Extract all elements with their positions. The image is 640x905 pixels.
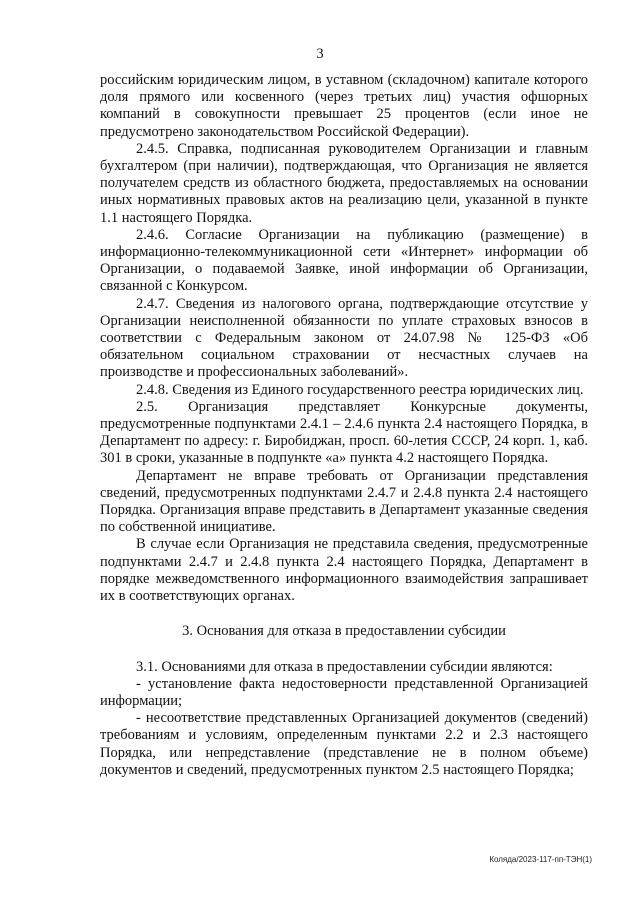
paragraph-continuation: российским юридическим лицом, в уставном (складочном) капитале которого доля прямого или косвенного (через третьих лиц) участия офшорных компаний в совокупности превышает 25 процентов (если иное не предусмотрено законодательством Российской Федерации). (100, 72, 588, 140)
paragraph-2-5: 2.5. Организация представляет Конкурсные документы, предусмотренные подпунктами 2.4.1 – 2.4.6 пункта 2.4 настоящего Порядка, в Департамент по адресу: г. Биробиджан, просп. 60-летия СССР, 24 корп. 1, каб. 301 в сроки, указанные в подпункте «а» пункта 4.2 настоящего Порядка. (100, 398, 588, 467)
paragraph-3-1: 3.1. Основаниями для отказа в предоставлении субсидии являются: (136, 658, 553, 675)
document-body (100, 72, 588, 779)
list-item-inaccuracy: - установление факта недостоверности представленной Организацией информации; (100, 675, 588, 709)
section-heading: 3. Основания для отказа в предоставлении субсидии (182, 623, 506, 640)
paragraph-interagency-request: В случае если Организация не представила сведения, предусмотренные подпунктами 2.4.7 и 2.4.8 пункта 2.4 настоящего Порядка, Департамент в порядке межведомственного информационного взаимодействия запрашивает их в соответствующих органах. (100, 536, 588, 605)
paragraph-2-4-8: 2.4.8. Сведения из Единого государственного реестра юридических лиц. (136, 381, 584, 398)
paragraph-department-restriction: Департамент не вправе требовать от Организации представления сведений, предусмотренных подпунктами 2.4.7 и 2.4.8 пункта 2.4 настоящего Порядка. Организация вправе представить в Департамент указанные сведения по собственной инициативе. (100, 467, 588, 536)
page-number: 3 (316, 46, 324, 62)
paragraph-2-4-7: 2.4.7. Сведения из налогового органа, подтверждающие отсутствие у Организации неисполненной обязанности по уплате страховых взносов в соответствии с Федеральным законом от 24.07.98 № 125-ФЗ «Об обязательном социальном страховании от несчастных случаев на производстве и профессиональных заболеваний». (100, 295, 588, 381)
paragraph-2-4-6: 2.4.6. Согласие Организации на публикацию (размещение) в информационно-телекоммуникационной сети «Интернет» информации об Организации, о подаваемой Заявке, иной информации об Организации, связанной с Конкурсом. (100, 226, 588, 295)
paragraph-2-4-5: 2.4.5. Справка, подписанная руководителем Организации и главным бухгалтером (при наличии), подтверждающая, что Организация не является получателем средств из областного бюджета, предоставляемых на основании иных нормативных правовых актов на реализацию цели, указанной в пункте 1.1 настоящего Порядка. (100, 140, 588, 226)
document-code: Коляда/2023-117-пп-ТЭН(1) (489, 855, 592, 864)
list-item-nonconformity: - несоответствие представленных Организацией документов (сведений) требованиям и условиям, определенным пунктами 2.2 и 2.3 настоящего Порядка, или непредставление (представление не в полном объеме) документов и сведений, предусмотренных пунктом 2.5 настоящего Порядка; (100, 710, 588, 778)
